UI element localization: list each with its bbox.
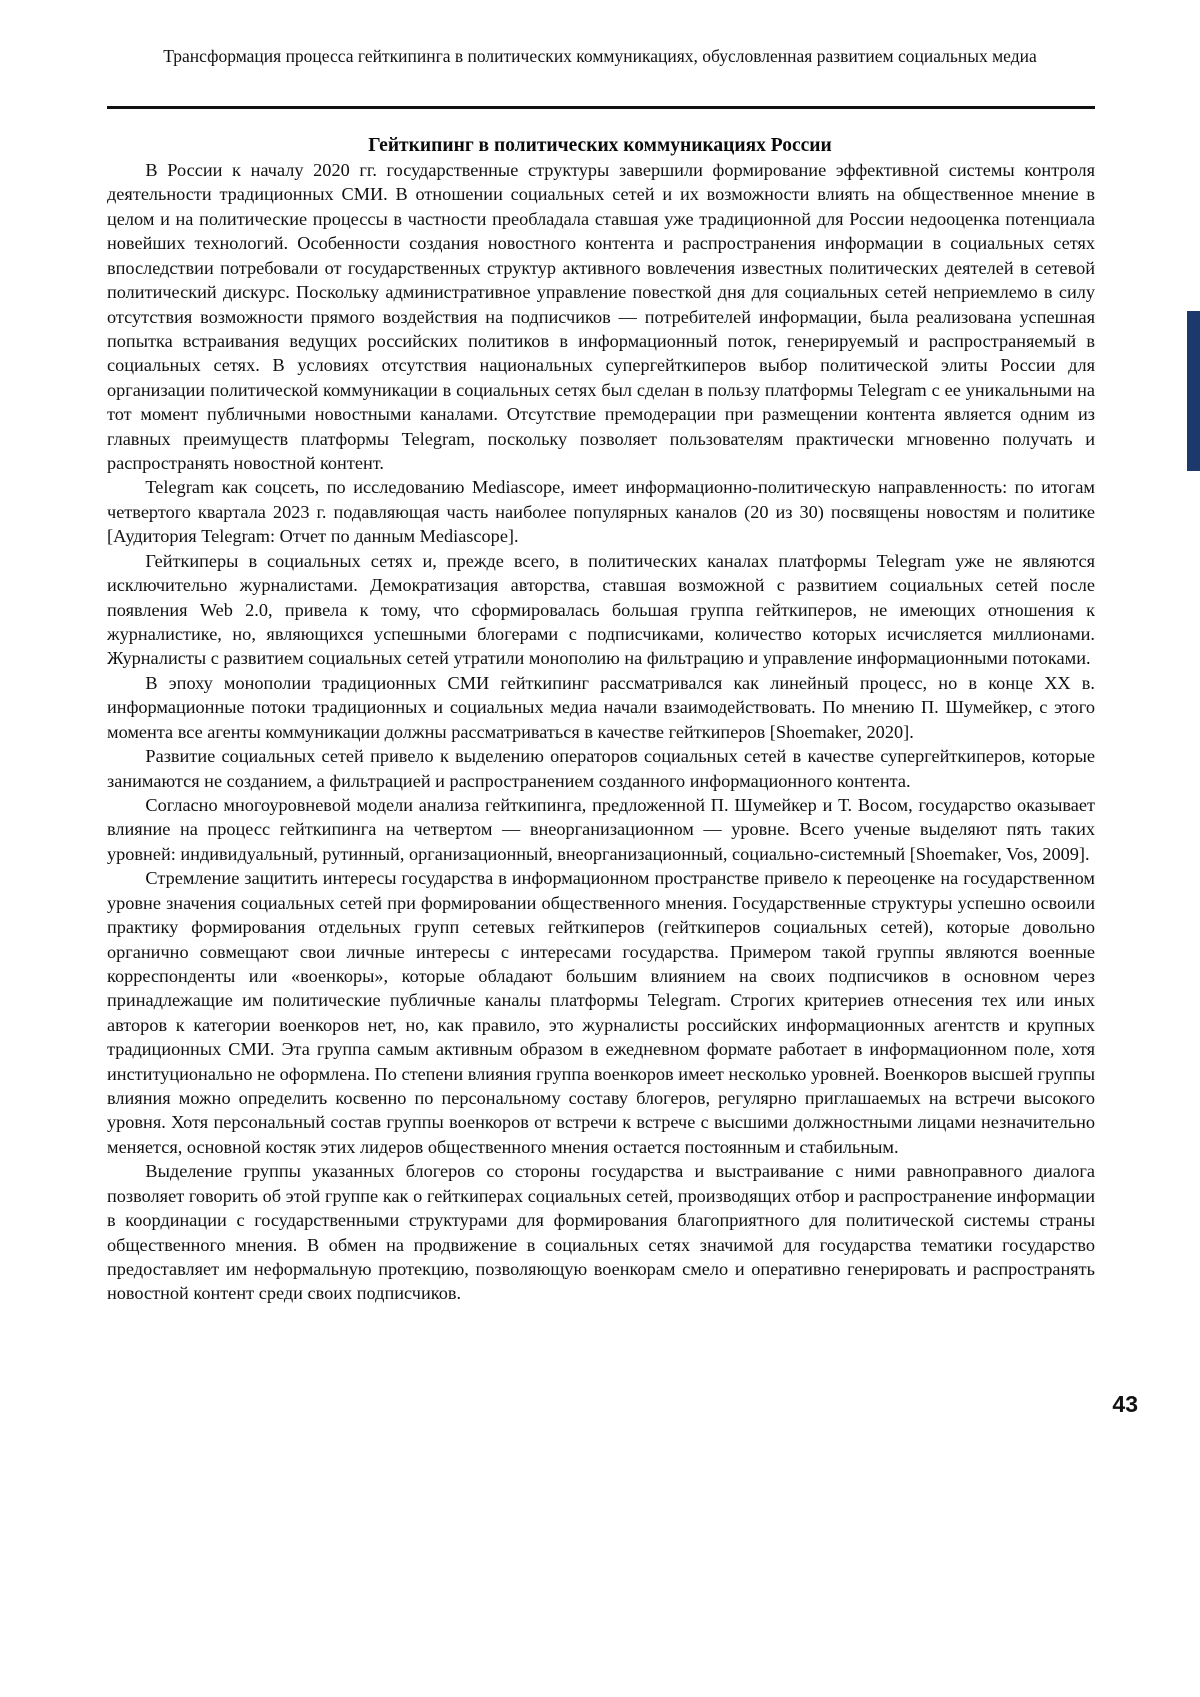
header-divider: [107, 106, 1095, 109]
paragraph: Стремление защитить интересы государства в информационном пространстве привело к переоценке на государственном уровне значения социальных сетей при формировании общественного мнения. Государственные структуры успешно освоили практику формирования отдельных групп сетевых гейткиперов (гейткиперов социальных сетей), которые довольно органично совмещают свои личные интересы с интересами государства. Примером такой группы являются военные корреспонденты или «военкоры», которые обладают большим влиянием на своих подписчиков в основном через принадлежащие им политические публичные каналы платформы Telegram. Строгих критериев отнесения тех или иных авторов к категории военкоров нет, но, как правило, это журналисты российских информационных агентств и крупных традиционных СМИ. Эта группа самым активным образом в ежедневном формате работает в информационном поле, хотя институционально не оформлена. По степени влияния группа военкоров имеет несколько уровней. Военкоров высшей группы влияния можно определить косвенно по персональному составу блогеров, регулярно приглашаемых на встречи высокого уровня. Хотя персональный состав группы военкоров от встречи к встрече с высшими должностными лицами незначительно меняется, основной костяк этих лидеров общественного мнения остается постоянным и стабильным.: [107, 868, 1095, 1157]
section-title: Гейткипинг в политических коммуникациях России: [368, 135, 832, 157]
paragraph: Выделение группы указанных блогеров со стороны государства и выстраивание с ними равноправного диалога позволяет говорить об этой группе как о гейткиперах социальных сетей, производящих отбор и распространение информации в координации с государственными структурами для формирования благоприятного для политической системы страны общественного мнения. В обмен на продвижение в социальных сетях значимой для государства тематики государство предоставляет им неформальную протекцию, позволяющую военкорам смело и оперативно генерировать и распространять новостной контент среди своих подписчиков.: [107, 1161, 1095, 1304]
paragraph: Согласно многоуровневой модели анализа гейткипинга, предложенной П. Шумейкер и Т. Восом, государство оказывает влияние на процесс гейткипинга на четвертом — внеорганизационном — уровне. Всего ученые выделяют пять таких уровней: индивидуальный, рутинный, организационный, внеорганизационный, социально-системный [Shoemaker, Vos, 2009].: [107, 794, 1095, 864]
page-number: 43: [1112, 1391, 1138, 1417]
running-head: Трансформация процесса гейткипинга в политических коммуникациях, обусловленная развитием социальных медиа: [163, 46, 1037, 66]
paragraph: Развитие социальных сетей привело к выделению операторов социальных сетей в качестве супергейткиперов, которые занимаются не созданием, а фильтрацией и распространением созданного информационного контента.: [107, 746, 1095, 791]
paragraph: Гейткиперы в социальных сетях и, прежде всего, в политических каналах платформы Telegram уже не являются исключительно журналистами. Демократизация авторства, ставшая возможной с развитием социальных сетей после появления Web 2.0, привела к тому, что сформировалась большая группа гейткиперов, не имеющих отношения к журналистике, но, являющихся успешными блогерами с подписчиками, количество которых исчисляется миллионами. Журналисты с развитием социальных сетей утратили монополию на фильтрацию и управление информационными потоками.: [107, 550, 1095, 669]
body-text-column: [107, 158, 1095, 1306]
page-edge-marker: [1187, 311, 1200, 471]
paragraph: В России к началу 2020 гг. государственные структуры завершили формирование эффективной системы контроля деятельности традиционных СМИ. В отношении социальных сетей и их возможности влиять на общественное мнение в целом и на политические процессы в частности преобладала ставшая уже традиционной для России недооценка потенциала новейших технологий. Особенности создания новостного контента и распространения информации в социальных сетях впоследствии потребовали от государственных структур активного вовлечения известных политических деятелей в сетевой политический дискурс. Поскольку административное управление повесткой дня для социальных сетей неприемлемо в силу отсутствия возможности прямого воздействия на подписчиков — потребителей информации, была реализована успешная попытка встраивания ведущих российских политиков в информационный поток, генерируемый и распространяемый в социальных сетях. В условиях отсутствия национальных супергейткиперов выбор политической элиты России для организации политической коммуникации в социальных сетях был сделан в пользу платформы Telegram с ее уникальными на тот момент публичными новостными каналами. Отсутствие премодерации при размещении контента является одним из главных преимуществ платформы Telegram, поскольку позволяет пользователям практически мгновенно получать и распространять новостной контент.: [107, 160, 1095, 474]
paragraph: Telegram как соцсеть, по исследованию Mediascope, имеет информационно-политическую направленность: по итогам четвертого квартала 2023 г. подавляющая часть наиболее популярных каналов (20 из 30) посвящены новостям и политике [Аудитория Telegram: Отчет по данным Mediascope].: [107, 477, 1095, 547]
paragraph: В эпоху монополии традиционных СМИ гейткипинг рассматривался как линейный процесс, но в конце XX в. информационные потоки традиционных и социальных медиа начали взаимодействовать. По мнению П. Шумейкер, с этого момента все агенты коммуникации должны рассматриваться в качестве гейткиперов [Shoemaker, 2020].: [107, 672, 1095, 742]
